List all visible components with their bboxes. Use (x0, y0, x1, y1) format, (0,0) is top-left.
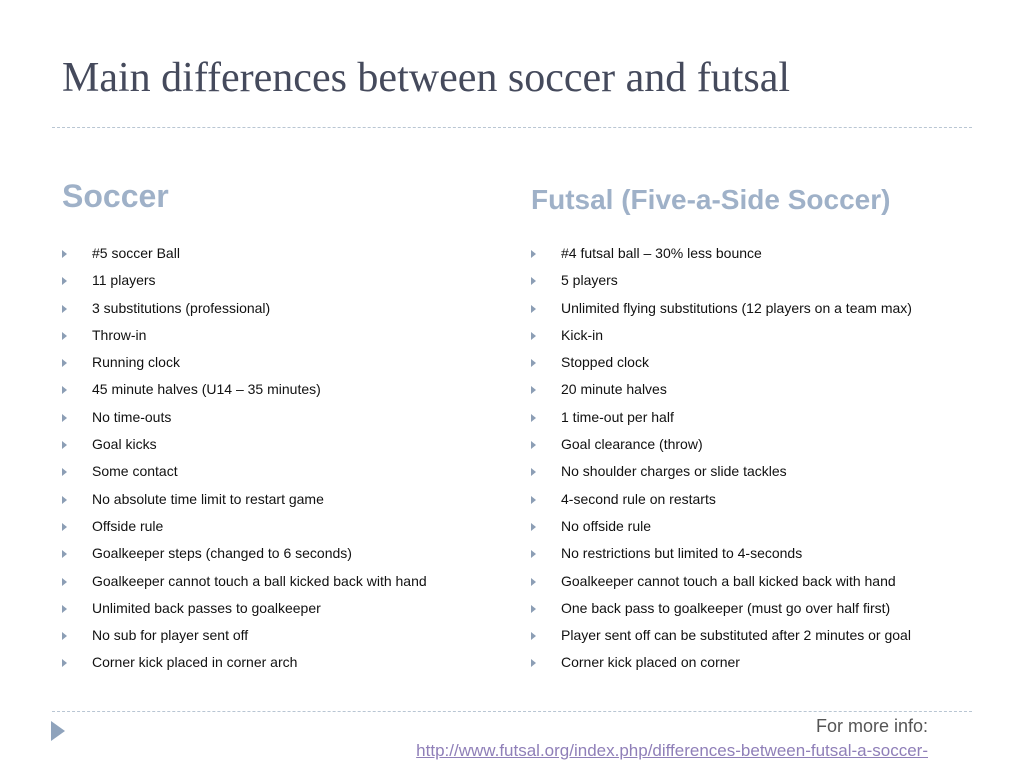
triangle-bullet-icon (62, 332, 67, 340)
futsal-list (531, 240, 971, 677)
triangle-bullet-icon (62, 523, 67, 531)
bottom-divider (52, 711, 972, 712)
list-item-text: No shoulder charges or slide tackles (561, 463, 787, 480)
triangle-bullet-icon (531, 468, 536, 476)
list-item (531, 404, 971, 431)
page-title: Main differences between soccer and futsal (62, 55, 791, 101)
top-divider (52, 127, 972, 128)
triangle-bullet-icon (531, 523, 536, 531)
list-item (531, 349, 971, 376)
list-item-text: Goal clearance (throw) (561, 436, 703, 453)
list-item (62, 240, 502, 267)
list-item (62, 267, 502, 294)
list-item-text: Goal kicks (92, 436, 157, 453)
list-item (531, 649, 971, 676)
list-item-text: Offside rule (92, 517, 164, 534)
triangle-bullet-icon (62, 605, 67, 613)
list-item-text: Throw-in (92, 326, 147, 343)
list-item-text: Goalkeeper cannot touch a ball kicked back with hand (92, 572, 427, 589)
list-item (531, 295, 971, 322)
list-item (62, 295, 502, 322)
list-item-text: 11 players (92, 272, 156, 289)
list-item-text: Some contact (92, 463, 178, 480)
list-item-text: 45 minute halves (U14 – 35 minutes) (92, 381, 321, 398)
triangle-arrow-icon (51, 721, 65, 741)
list-item-text: No sub for player sent off (92, 627, 249, 644)
list-item-text: Goalkeeper steps (changed to 6 seconds) (92, 545, 352, 562)
list-item-text: Goalkeeper cannot touch a ball kicked back with hand (561, 572, 896, 589)
list-item (531, 458, 971, 485)
triangle-bullet-icon (62, 305, 67, 313)
list-item (531, 240, 971, 267)
futsal-heading: Futsal (Five-a-Side Soccer) (531, 184, 891, 215)
list-item (62, 431, 502, 458)
triangle-bullet-icon (62, 496, 67, 504)
triangle-bullet-icon (531, 659, 536, 667)
triangle-bullet-icon (531, 441, 536, 449)
list-item (531, 431, 971, 458)
list-item-text: Corner kick placed in corner arch (92, 654, 298, 671)
triangle-bullet-icon (531, 414, 536, 422)
list-item (531, 595, 971, 622)
list-item-text: #4 futsal ball – 30% less bounce (561, 245, 762, 261)
list-item (62, 513, 502, 540)
list-item (531, 540, 971, 567)
list-item-text: No offside rule (561, 517, 652, 534)
list-item (62, 486, 502, 513)
list-item-text: 4-second rule on restarts (561, 490, 716, 507)
list-item-text: Player sent off can be substituted after 2 minutes or goal (561, 627, 911, 644)
list-item (62, 349, 502, 376)
list-item-text: 5 players (561, 272, 618, 289)
list-item-text: #5 soccer Ball (92, 245, 180, 261)
triangle-bullet-icon (531, 277, 536, 285)
triangle-bullet-icon (62, 386, 67, 394)
list-item-text: Corner kick placed on corner (561, 654, 740, 671)
soccer-heading: Soccer (62, 178, 169, 214)
list-item (62, 622, 502, 649)
list-item-text: Stopped clock (561, 354, 649, 371)
triangle-bullet-icon (62, 550, 67, 558)
triangle-bullet-icon (531, 359, 536, 367)
list-item (62, 649, 502, 676)
list-item-text: No absolute time limit to restart game (92, 490, 324, 507)
triangle-bullet-icon (62, 250, 67, 258)
list-item-text: Unlimited flying substitutions (12 players on a team max) (561, 299, 912, 316)
list-item-text: Unlimited back passes to goalkeeper (92, 599, 321, 616)
list-item (531, 267, 971, 294)
more-info-link[interactable]: http://www.futsal.org/index.php/differences-between-futsal-a-soccer- (416, 741, 928, 760)
triangle-bullet-icon (62, 468, 67, 476)
more-info-label: For more info: (815, 716, 928, 736)
triangle-bullet-icon (531, 496, 536, 504)
triangle-bullet-icon (531, 578, 536, 586)
list-item (62, 568, 502, 595)
list-item-text: 3 substitutions (professional) (92, 299, 271, 316)
triangle-bullet-icon (531, 632, 536, 640)
list-item-text: 20 minute halves (561, 381, 667, 398)
triangle-bullet-icon (62, 632, 67, 640)
list-item (62, 322, 502, 349)
list-item (531, 622, 971, 649)
list-item-text: Kick-in (561, 326, 604, 343)
list-item-text: One back pass to goalkeeper (must go over half first) (561, 599, 891, 616)
triangle-bullet-icon (62, 659, 67, 667)
soccer-list (62, 240, 502, 677)
list-item (531, 513, 971, 540)
list-item (62, 540, 502, 567)
list-item (62, 458, 502, 485)
triangle-bullet-icon (62, 441, 67, 449)
list-item-text: Running clock (92, 354, 180, 371)
list-item-text: 1 time-out per half (561, 408, 674, 425)
list-item (62, 595, 502, 622)
list-item (62, 404, 502, 431)
triangle-bullet-icon (62, 414, 67, 422)
triangle-bullet-icon (62, 359, 67, 367)
list-item (531, 568, 971, 595)
list-item-text: No restrictions but limited to 4-seconds (561, 545, 803, 562)
list-item (62, 376, 502, 403)
triangle-bullet-icon (531, 550, 536, 558)
triangle-bullet-icon (531, 605, 536, 613)
list-item-text: No time-outs (92, 408, 172, 425)
triangle-bullet-icon (62, 578, 67, 586)
list-item (531, 486, 971, 513)
triangle-bullet-icon (531, 305, 536, 313)
triangle-bullet-icon (531, 386, 536, 394)
triangle-bullet-icon (531, 250, 536, 258)
triangle-bullet-icon (62, 277, 67, 285)
triangle-bullet-icon (531, 332, 536, 340)
list-item (531, 322, 971, 349)
list-item (531, 376, 971, 403)
